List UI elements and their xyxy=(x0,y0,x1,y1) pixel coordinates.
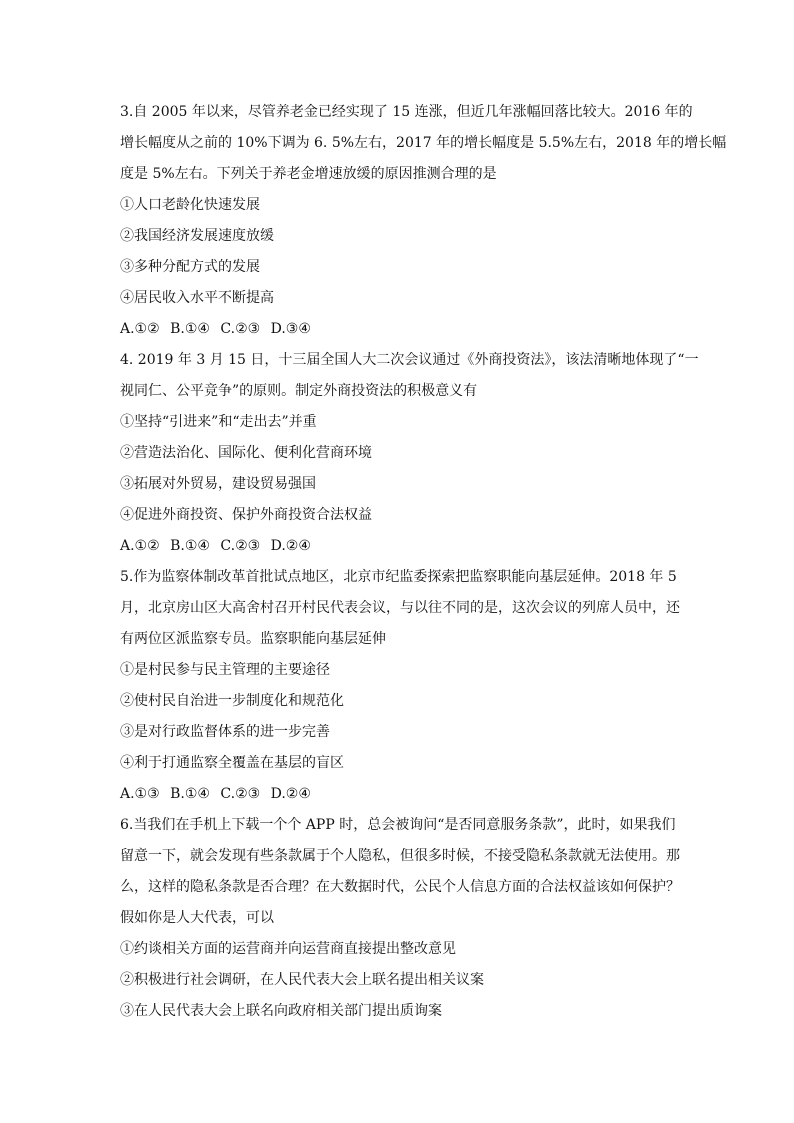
statement-item: ④利于打通监察全覆盖在基层的盲区 xyxy=(120,755,344,771)
question-stem-line: 3.自 2005 年以来，尽管养老金已经实现了 15 连涨，但近几年涨幅回落比较大。2016 年的 xyxy=(120,104,693,120)
question-6 xyxy=(120,810,680,1027)
statement-item: ④居民收入水平不断提高 xyxy=(120,290,274,306)
question-stem-line: 视同仁、公平竞争”的原则。制定外商投资法的积极意义有 xyxy=(120,383,478,399)
statement-item: ③拓展对外贸易，建设贸易强国 xyxy=(120,476,316,492)
question-stem-line: 么，这样的隐私条款是否合理？在大数据时代，公民个人信息方面的合法权益该如何保护？ xyxy=(120,879,680,895)
question-stem-line: 留意一下，就会发现有些条款属于个人隐私，但很多时候，不接受隐私条款就无法使用。那 xyxy=(120,848,680,864)
answer-options: A.①② B.①④ C.②③ D.③④ xyxy=(120,321,311,337)
question-3 xyxy=(120,97,727,345)
question-stem-line: 6.当我们在手机上下载一个个 APP 时，总会被询问“是否同意服务条款”，此时，如果我们 xyxy=(120,817,676,833)
statement-item: ④促进外商投资、保护外商投资合法权益 xyxy=(120,507,372,523)
answer-options: A.①② B.①④ C.②③ D.②④ xyxy=(120,538,311,554)
question-list xyxy=(120,97,727,1027)
statement-item: ③是对行政监督体系的进一步完善 xyxy=(120,724,330,740)
statement-item: ②我国经济发展速度放缓 xyxy=(120,228,274,244)
statement-item: ②使村民自治进一步制度化和规范化 xyxy=(120,693,344,709)
question-stem-line: 4. 2019 年 3 月 15 日，十三届全国人大二次会议通过《外商投资法》，该法清晰地体现了“一 xyxy=(120,352,699,368)
question-stem-line: 度是 5%左右。下列关于养老金增速放缓的原因推测合理的是 xyxy=(120,166,497,182)
answer-options: A.①③ B.①④ C.②③ D.②④ xyxy=(120,786,311,802)
question-4 xyxy=(120,345,699,562)
question-stem-line: 5.作为监察体制改革首批试点地区，北京市纪监委探索把监察职能向基层延伸。2018 年 5 xyxy=(120,569,677,585)
statement-item: ①约谈相关方面的运营商并向运营商直接提出整改意见 xyxy=(120,941,456,957)
question-stem-line: 有两位区派监察专员。监察职能向基层延伸 xyxy=(120,631,386,647)
question-stem-line: 假如你是人大代表，可以 xyxy=(120,910,274,926)
question-stem-line: 增长幅度从之前的 10%下调为 6. 5%左右，2017 年的增长幅度是 5.5%左右，2018 年的增长幅 xyxy=(120,135,727,151)
statement-item: ②积极进行社会调研，在人民代表大会上联名提出相关议案 xyxy=(120,972,484,988)
question-5 xyxy=(120,562,680,810)
statement-item: ①是村民参与民主管理的主要途径 xyxy=(120,662,330,678)
statement-item: ①坚持“引进来”和“走出去”并重 xyxy=(120,414,317,430)
statement-item: ②营造法治化、国际化、便利化营商环境 xyxy=(120,445,372,461)
statement-item: ①人口老龄化快速发展 xyxy=(120,197,260,213)
question-stem-line: 月，北京房山区大高舍村召开村民代表会议，与以往不同的是，这次会议的列席人员中，还 xyxy=(120,600,680,616)
statement-item: ③多种分配方式的发展 xyxy=(120,259,260,275)
statement-item: ③在人民代表大会上联名向政府相关部门提出质询案 xyxy=(120,1003,442,1019)
